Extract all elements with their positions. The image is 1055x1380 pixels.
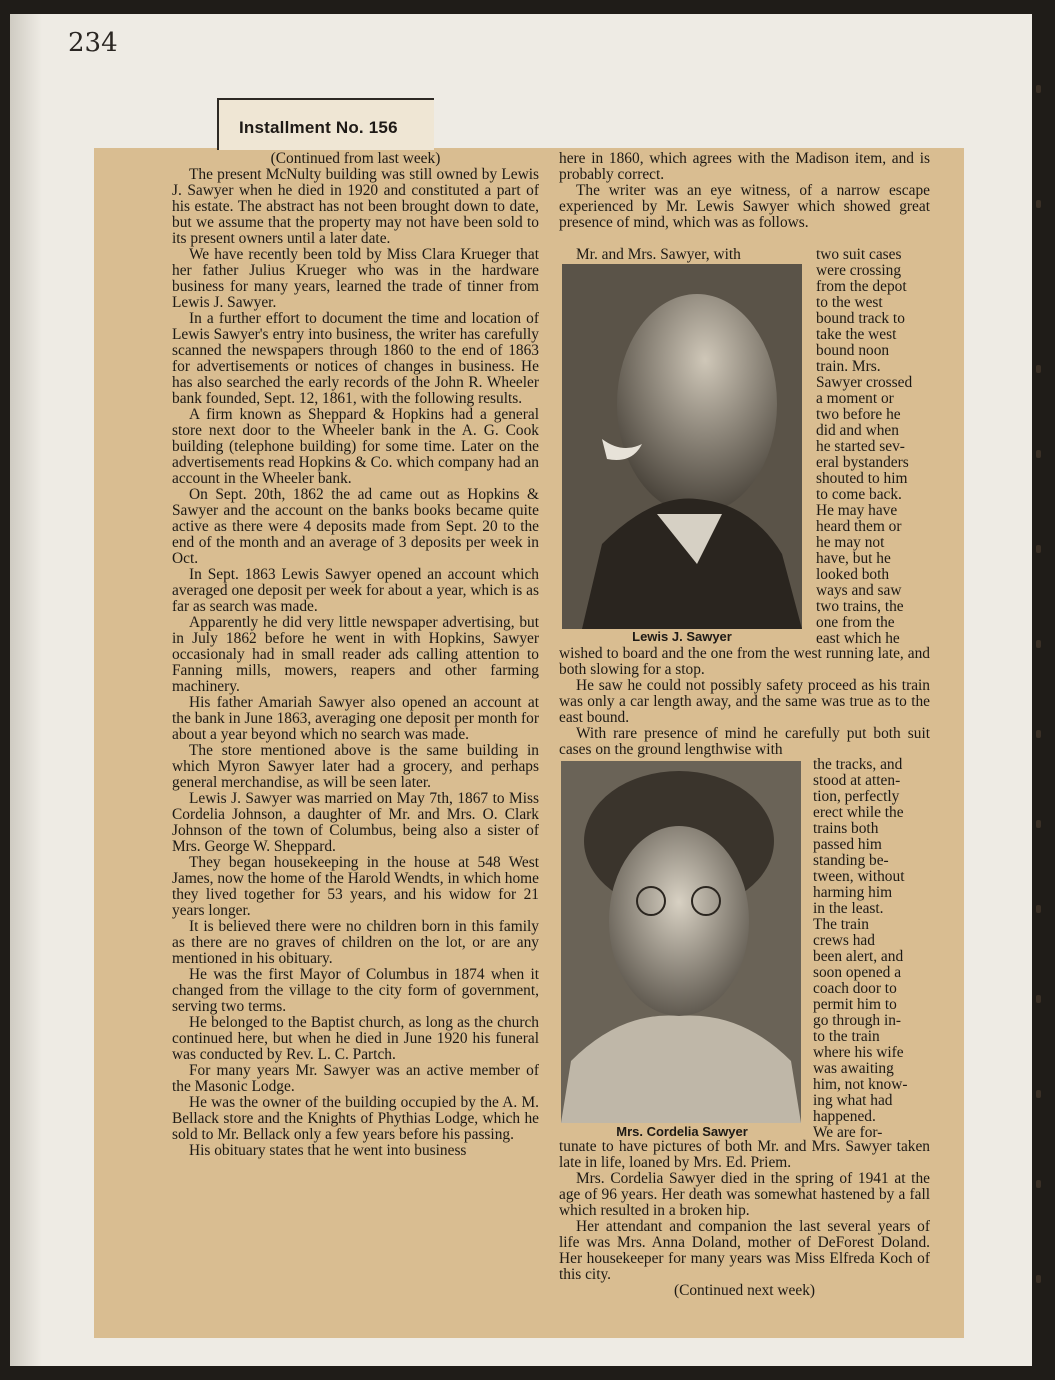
wrapped-line: a moment or — [816, 390, 894, 407]
binding-mark — [1036, 905, 1041, 913]
paragraph: Lewis J. Sawyer was married on May 7th, 1867 to Miss Cordelia Johnson, a daughter of Mr. and Mrs. O. Clark Johnson of the town of Columbus, being also a sister of Mrs. George W. Sheppard. — [172, 790, 539, 855]
wrapped-line: been alert, and — [813, 948, 904, 965]
wrapped-line: he may not — [816, 534, 885, 551]
wrap-lead-text: Mr. and Mrs. Sawyer, with — [576, 246, 741, 263]
wrap-text-beside-photo1 — [816, 247, 929, 647]
paragraph: On Sept. 20th, 1862 the ad came out as Hopkins & Sawyer and the account on the banks books became quite active as there were 4 deposits made from Sept. 20 to the end of the month and an average of 3 deposits per week in Oct. — [172, 486, 539, 567]
wrapped-line: him, not know- — [813, 1076, 908, 1093]
wrapped-line: two before he — [816, 406, 901, 423]
paragraph: The writer was an eye witness, of a narrow escape experienced by Mr. Lewis Sawyer which showed great presence of mind, which was as follows. — [559, 182, 930, 231]
right-column-bottom — [559, 1139, 930, 1299]
paragraph: In a further effort to document the time and location of Lewis Sawyer's entry into business, the writer has carefully scanned the newspapers through 1860 to the end of 1863 for advertisements or notices of changes in business. He has also searched the early records of the John R. Wheeler bank founded, Sept. 12, 1861, with the following results. — [172, 310, 539, 407]
wrapped-line: tween, without — [813, 868, 905, 885]
wrapped-line: where his wife — [813, 1044, 904, 1061]
wrapped-line: tion, perfectly — [813, 788, 900, 805]
paragraph: His obituary states that he went into business — [189, 1142, 467, 1159]
binding-mark — [1036, 1275, 1041, 1283]
wrapped-line: permit him to — [813, 996, 897, 1013]
paragraph: With rare presence of mind he carefully put both suit cases on the ground lengthwise with — [559, 725, 930, 758]
photo2-caption: Mrs. Cordelia Sawyer — [616, 1124, 748, 1139]
wrapped-line: standing be- — [813, 852, 889, 869]
wrapped-line: to the west — [816, 294, 883, 311]
wrapped-line: take the west — [816, 326, 897, 343]
wrapped-line: erect while the — [813, 804, 904, 821]
wrapped-line: stood at atten- — [813, 772, 901, 789]
right-column-middle — [559, 646, 930, 758]
paragraph: Mrs. Cordelia Sawyer died in the spring of 1941 at the age of 96 years. Her death was somewhat hastened by a fall which resulted in a broken hip. — [559, 1170, 930, 1219]
wrapped-line: train. Mrs. — [816, 358, 881, 375]
binding-mark — [1036, 1090, 1041, 1098]
paragraph: He belonged to the Baptist church, as long as the church continued here, but when he died in June 1920 his funeral was conducted by Rev. L. C. Partch. — [172, 1014, 539, 1063]
paragraph: wished to board and the one from the west running late, and both slowing for a stop. — [559, 645, 930, 678]
binding-mark — [1036, 730, 1041, 738]
wrapped-line: he started sev- — [816, 438, 905, 455]
wrapped-line: trains both — [813, 820, 879, 837]
wrapped-line: ways and saw — [816, 582, 902, 599]
wrapped-line: from the depot — [816, 278, 907, 295]
paragraph: We have recently been told by Miss Clara Krueger that her father Julius Krueger who was in the hardware business for many years, learned the trade of tinner from Lewis J. Sawyer. — [172, 246, 539, 311]
right-top-paragraphs — [559, 151, 930, 231]
wrapped-line: harming him — [813, 884, 893, 901]
wrapped-line: passed him — [813, 836, 882, 853]
wrapped-line: bound noon — [816, 342, 890, 359]
wrapped-line: crews had — [813, 932, 875, 949]
binding-mark — [1036, 365, 1041, 373]
portrait-woman-image — [561, 761, 801, 1123]
wrapped-line: ing what had — [813, 1092, 893, 1109]
photo1-caption: Lewis J. Sawyer — [632, 629, 732, 644]
wrapped-line: two trains, the — [816, 598, 904, 615]
portrait-man-image — [562, 264, 802, 629]
wrapped-line: in the least. — [813, 900, 884, 917]
wrapped-line: have, but he — [816, 550, 891, 567]
paragraph: The present McNulty building was still owned by Lewis J. Sawyer when he died in 1920 and constituted a part of his estate. The abstract has not been brought down to date, but we assume that the property may not have been sold to its present owners until a later date. — [172, 166, 539, 247]
wrapped-line: shouted to him — [816, 470, 908, 487]
left-column — [172, 151, 539, 1159]
wrapped-line: He may have — [816, 502, 898, 519]
paragraph: Her attendant and companion the last several years of life was Mrs. Anna Doland, mother of DeForest Doland. Her housekeeper for many years was Miss Elfreda Koch of this city. — [559, 1218, 930, 1283]
binding-mark — [1036, 995, 1041, 1003]
installment-title: Installment No. 156 — [239, 118, 398, 137]
wrapped-line: the tracks, and — [813, 756, 903, 773]
paragraph: He saw he could not possibly safety proceed as his train was only a car length away, and the same was true as to the east bound. — [559, 677, 930, 726]
paragraph: here in 1860, which agrees with the Madison item, and is probably correct. — [559, 150, 930, 183]
wrapped-line: to come back. — [816, 486, 902, 503]
continued-from-label: (Continued from last week) — [270, 150, 441, 167]
binding-mark — [1036, 85, 1041, 93]
wrapped-line: Sawyer crossed — [816, 374, 913, 391]
page-binding-edge — [10, 14, 42, 1366]
paragraph: It is believed there were no children born in this family as there are no graves of children on the lot, or are any mentioned in his obituary. — [172, 918, 539, 967]
right-column-top — [559, 151, 930, 231]
paragraph: In Sept. 1863 Lewis Sawyer opened an account which averaged one deposit per week for about a year, which is as far as search was made. — [172, 566, 539, 615]
wrapped-line: was awaiting — [813, 1060, 894, 1077]
continued-next-label: (Continued next week) — [673, 1282, 816, 1299]
wrapped-line: to the train — [813, 1028, 880, 1045]
paragraph: The store mentioned above is the same building in which Myron Sawyer later had a grocery, and perhaps general merchandise, as will be seen later. — [172, 742, 539, 791]
paragraph: He was the first Mayor of Columbus in 1874 when it changed from the village to the city form of government, serving two terms. — [172, 966, 539, 1015]
wrapped-line: did and when — [816, 422, 899, 439]
wrapped-line: heard them or — [816, 518, 902, 535]
paragraph: They began housekeeping in the house at 548 West James, now the home of the Harold Wendts, in which home they lived together for 53 years, and his widow for 21 years longer. — [172, 854, 539, 919]
wrapped-line: go through in- — [813, 1012, 902, 1029]
paragraph: Apparently he did very little newspaper advertising, but in July 1862 before he went in with Hopkins, Sawyer occasionaly had in small reader ads calling attention to Fanning mills, mowers, reapers and other farming machinery. — [172, 614, 539, 695]
paragraph: He was the owner of the building occupied by the A. M. Bellack store and the Knights of Phythias Lodge, which he sold to Mr. Bellack only a few years before his passing. — [172, 1094, 539, 1143]
wrapped-line: We are for- — [813, 1124, 883, 1141]
wrapped-line: east which he — [816, 630, 900, 647]
paragraph: His father Amariah Sawyer also opened an account at the bank in June 1863, averaging one deposit per month for about a year beyond which no search was made. — [172, 694, 539, 743]
binding-mark — [1036, 640, 1041, 648]
wrapped-line: two suit cases — [816, 246, 902, 263]
binding-mark — [1036, 1180, 1041, 1188]
paragraph: tunate to have pictures of both Mr. and Mrs. Sawyer taken late in life, loaned by Mrs. Ed. Priem. — [559, 1138, 930, 1171]
wrapped-line: eral bystanders — [816, 454, 909, 471]
paragraph: For many years Mr. Sawyer was an active member of the Masonic Lodge. — [172, 1062, 539, 1095]
installment-header — [217, 98, 434, 150]
photo-cordelia-sawyer — [561, 761, 801, 1123]
left-paragraphs — [172, 167, 539, 1159]
wrapped-line: The train — [813, 916, 869, 933]
paragraph: A firm known as Sheppard & Hopkins had a general store next door to the Wheeler bank in the A. G. Cook building (telephone building) for some time. Later on the advertisements read Hopkins & Co. which company had an account in the Wheeler bank. — [172, 406, 539, 487]
wrapped-line: one from the — [816, 614, 895, 631]
wrapped-line: bound track to — [816, 310, 905, 327]
page-number: 234 — [68, 28, 118, 58]
wrapped-line: were crossing — [816, 262, 902, 279]
wrapped-line: happened. — [813, 1108, 876, 1125]
photo-lewis-sawyer — [562, 264, 802, 629]
wrapped-line: looked both — [816, 566, 890, 583]
binding-mark — [1036, 450, 1041, 458]
wrapped-line: coach door to — [813, 980, 897, 997]
binding-mark — [1036, 545, 1041, 553]
binding-mark — [1036, 200, 1041, 208]
wrapped-line: soon opened a — [813, 964, 902, 981]
wrap-text-beside-photo2 — [813, 757, 927, 1141]
binding-mark — [1036, 820, 1041, 828]
